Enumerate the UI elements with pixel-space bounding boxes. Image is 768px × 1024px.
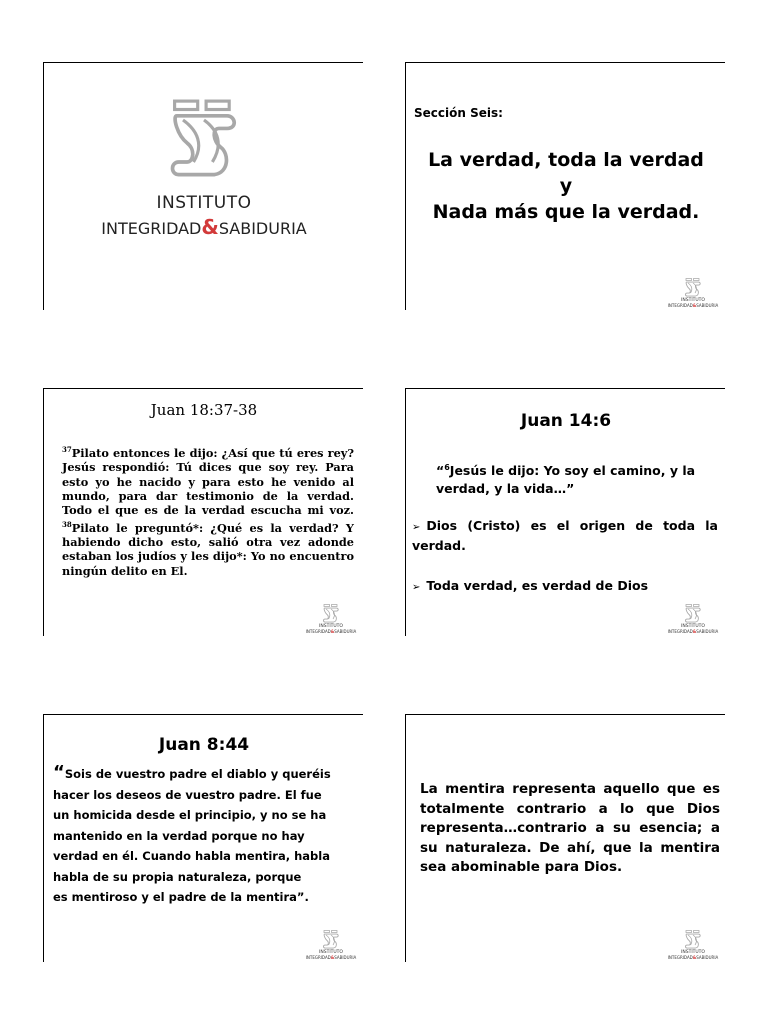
verse-quote: “$^6$Jesús le dijo: Yo soy el camino, y la verdad, y la vida…”	[436, 463, 696, 497]
logo-line-1: INSTITUTO	[156, 193, 252, 213]
verse-text: $^{37}$Pilato entonces le dijo: ¿Así que tú eres rey? Jesús respondió: Tú dices que soy rey. Para esto yo he nacido y para esto he venido al mundo, para dar testimonio de la verdad. Todo el que es de la verdad escucha mi voz. $^{38}$Pilato le preguntó*: ¿Qué es la verdad? Y habiendo dicho esto, salió otra vez adonde estaban los judíos y les dijo*: Yo no encuentro ningún delito en El.	[62, 445, 354, 578]
bullet-item: ➢ Toda verdad, es verdad de Dios	[412, 578, 649, 593]
small-logo: INSTITUTO INTEGRIDAD&SABIDURIA	[665, 930, 721, 960]
slide-juan-8	[43, 714, 363, 962]
slide-heading: Juan 18:37-38	[150, 401, 258, 419]
bullet-item: ➢ Dios (Cristo) es el origen de toda la verdad.	[412, 518, 718, 553]
slide-juan-18	[43, 388, 363, 636]
bullet-arrow-icon: ➢	[412, 582, 421, 593]
scroll-logo-icon	[162, 99, 246, 183]
scroll-logo-icon	[321, 930, 341, 950]
slide-text: La mentira representa aquello que es totalmente contrario a lo que Dios representa…contrario a su esencia; a su naturaleza. De ahí, que la mentira sea abominable para Dios.	[420, 781, 720, 875]
scroll-logo-icon	[321, 604, 341, 624]
institute-logo	[44, 99, 363, 239]
slide-heading: Juan 8:44	[158, 735, 250, 755]
logo-line-2: INTEGRIDAD&SABIDURIA	[101, 215, 307, 239]
bullet-arrow-icon: ➢	[412, 522, 421, 533]
small-logo: INSTITUTO INTEGRIDAD&SABIDURIA	[665, 278, 721, 308]
small-logo: INSTITUTO INTEGRIDAD&SABIDURIA	[303, 930, 359, 960]
section-title: La verdad, toda la verdad y Nada más que la verdad.	[428, 149, 704, 223]
slide-mentira	[405, 714, 725, 962]
scroll-logo-icon	[683, 604, 703, 624]
slide-logo	[43, 62, 363, 310]
slide-heading: Juan 14:6	[520, 411, 612, 431]
small-logo: INSTITUTO INTEGRIDAD&SABIDURIA	[303, 604, 359, 634]
slide-section-title	[405, 62, 725, 310]
small-logo: INSTITUTO INTEGRIDAD&SABIDURIA	[665, 604, 721, 634]
verse-text: “Sois de vuestro padre el diablo y queréis hacer los deseos de vuestro padre. El fue un homicida desde el principio, y no se ha mantenido en la verdad porque no hay verdad en él. Cuando habla mentira, habla habla de su propia naturaleza, porque es mentiroso y el padre de la mentira”.	[53, 762, 331, 904]
section-label: Sección Seis:	[414, 106, 503, 120]
scroll-logo-icon	[683, 278, 703, 298]
scroll-logo-icon	[683, 930, 703, 950]
slide-juan-14	[405, 388, 725, 636]
